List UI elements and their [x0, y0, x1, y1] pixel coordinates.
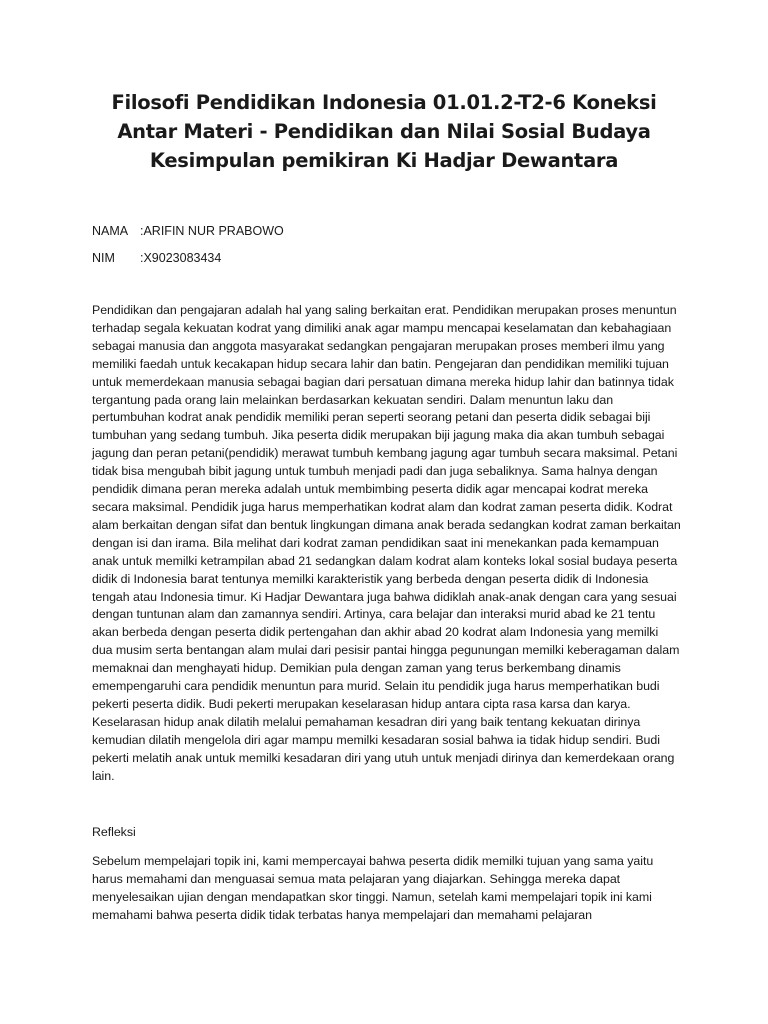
- name-label: NAMA: [92, 224, 129, 238]
- body-paragraph-1: Pendidikan dan pengajaran adalah hal yang saling berkaitan erat. Pendidikan merupakan proses menuntun terhadap segala kekuatan kodrat yang dimiliki anak agar mampu mencapai keselamatan dan kebahagiaan sebagai manusia dan anggota masyarakat sedangkan pengajaran merupakan proses memberi ilmu yang memiliki faedah untuk kecakapan hidup secara lahir dan batin. Pengejaran dan pendidikan memiliki tujuan untuk memerdekaan manusia sebagai bagian dari persatuan dimana mereka hidup lahir dan batinnya tidak tergantung pada orang lain melainkan berdasarkan kekuatan sendiri. Dalam menuntun laku dan pertumbuhan kodrat anak pendidik memiliki peran seperti seorang petani dan peserta didik sebagai biji tumbuhan yang sedang tumbuh. Jika peserta didik merupakan biji jagung maka dia akan tumbuh sebagai jagung dan peran petani(pendidik) merawat tumbuh kembang jagung agar tumbuh secara maksimal. Petani tidak bisa mengubah bibit jagung untuk tumbuh menjadi padi dan juga sebaliknya. Sama halnya dengan pendidik dimana peran mereka adalah untuk membimbing peserta didik agar mencapai kodrat mereka secara maksimal. Pendidik juga harus memperhatikan kodrat alam dan kodrat zaman peserta didik. Kodrat alam berkaitan dengan sifat dan bentuk lingkungan dimana anak berada sedangkan kodrat zaman berkaitan dengan isi dan irama. Bila melihat dari kodrat zaman pendidikan saat ini menekankan pada kemampuan anak untuk memilki ketrampilan abad 21 sedangkan dalam kodrat alam konteks lokal sosial budaya peserta didik di Indonesia barat tentunya memilki karakteristik yang berbeda dengan peserta didik di Indonesia tengah atau Indonesia timur. Ki Hadjar Dewantara juga bahwa didiklah anak-anak dengan cara yang sesuai dengan tuntunan alam dan zamannya sendiri. Artinya, cara belajar dan interaksi murid abad ke 21 tentu akan berbeda dengan peserta didik pertengahan dan akhir abad 20 kodrat alam Indonesia yang memilki dua musim serta bentangan alam mulai dari pesisir pantai hingga pegunungan memilki keberagaman dalam memaknai dan menghayati hidup. Demikian pula dengan zaman yang terus berkembang dinamis emempengaruhi cara pendidik menuntun para murid. Selain itu pendidik juga harus memperhatikan budi pekerti peserta didik. Budi pekerti merupakan keselarasan hidup antara cipta rasa karsa dan karya. Keselarasan hidup anak dilatih melalui pemahaman kesadran diri yang baik tentang kekuatan dirinya kemudian dilatih mengelola diri agar mampu memilki kesadaran sosial bahwa ia tidak hidup sendiri. Budi pekerti melatih anak untuk memilki kesadaran diri yang utuh untuk menjadi dirinya dan kemerdekaan orang lain.: [92, 303, 681, 783]
- nim-value: :X9023083434: [140, 251, 222, 265]
- nim-label: NIM: [92, 251, 115, 265]
- nim-row: [92, 250, 221, 266]
- name-row: [92, 223, 284, 239]
- name-value: :ARIFIN NUR PRABOWO: [140, 224, 284, 238]
- body-paragraph-2: Sebelum mempelajari topik ini, kami mempercayai bahwa peserta didik memilki tujuan yang sama yaitu harus memahami dan menguasai semua mata pelajaran yang diajarkan. Sehingga mereka dapat menyelesaikan ujian dengan mendapatkan skor tinggi. Namun, setelah kami mempelajari topik ini kami memahami bahwa peserta didik tidak terbatas hanya mempelajari dan memahami pelajaran: [92, 854, 654, 922]
- section-heading: Refleksi: [92, 825, 136, 839]
- document-title: Filosofi Pendidikan Indonesia 01.01.2-T2-6 Koneksi Antar Materi - Pendidikan dan Nilai Sosial Budaya Kesimpulan pemikiran Ki Hadjar Dewantara: [111, 91, 657, 172]
